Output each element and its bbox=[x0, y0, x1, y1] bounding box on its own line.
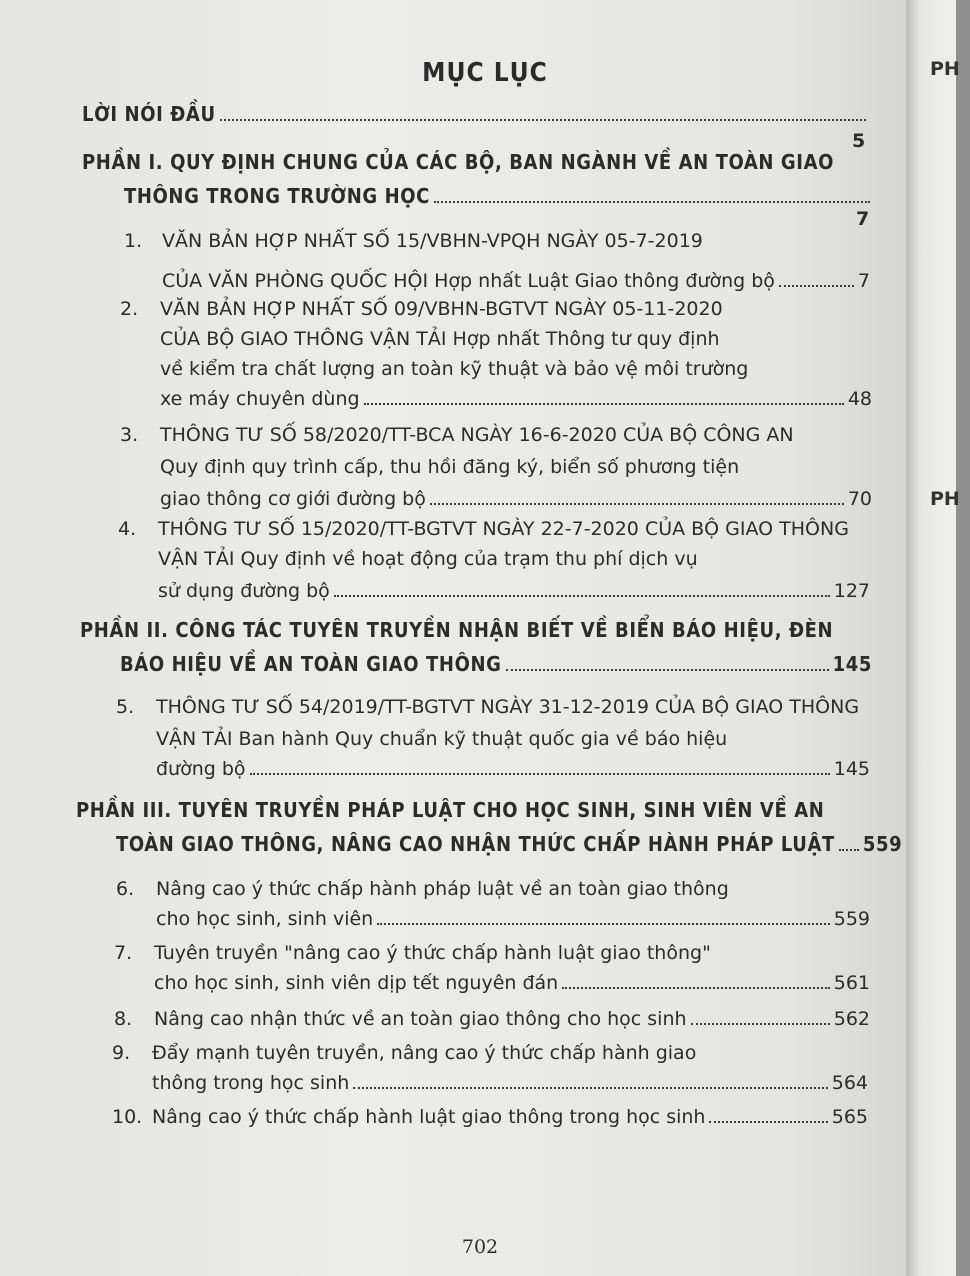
dot-leader bbox=[220, 119, 866, 121]
page-title: MỤC LỤC bbox=[422, 58, 548, 88]
toc-item-text: sử dụng đường bộ 127 bbox=[158, 580, 870, 602]
toc-item-text: Quy định quy trình cấp, thu hồi đăng ký, biển số phương tiện bbox=[160, 456, 740, 478]
toc-item-text: Tuyên truyền "nâng cao ý thức chấp hành luật giao thông" bbox=[154, 942, 711, 964]
toc-item-text: VĂN BẢN HỢP NHẤT SỐ 15/VBHN-VPQH NGÀY 05-7-2019 bbox=[162, 230, 703, 252]
adjacent-page-heading-fragment: PH bbox=[930, 488, 960, 510]
dot-leader bbox=[353, 1087, 827, 1089]
dot-leader bbox=[562, 987, 830, 989]
toc-item-number: 4. bbox=[118, 518, 137, 540]
dot-leader bbox=[250, 773, 830, 775]
dot-leader bbox=[506, 669, 829, 671]
toc-page-number: 7 bbox=[856, 208, 870, 230]
toc-item-text: giao thông cơ giới đường bộ 70 bbox=[160, 488, 872, 510]
dot-leader bbox=[434, 201, 870, 203]
toc-item-text: THÔNG TƯ SỐ 54/2019/TT-BGTVT NGÀY 31-12-2019 CỦA BỘ GIAO THÔNG bbox=[156, 696, 860, 718]
toc-item-number: 9. bbox=[112, 1042, 131, 1064]
toc-page-number: 5 bbox=[852, 130, 866, 152]
toc-item-text: VĂN BẢN HỢP NHẤT SỐ 09/VBHN-BGTVT NGÀY 05-11-2020 bbox=[160, 298, 723, 320]
toc-item-text: Nâng cao ý thức chấp hành luật giao thông trong học sinh 565 bbox=[152, 1106, 868, 1128]
toc-section-heading-cont: BÁO HIỆU VỀ AN TOÀN GIAO THÔNG 145 bbox=[120, 652, 872, 676]
toc-item-text: đường bộ 145 bbox=[156, 758, 870, 780]
toc-item-text: THÔNG TƯ SỐ 58/2020/TT-BCA NGÀY 16-6-2020 CỦA BỘ CÔNG AN bbox=[160, 424, 794, 446]
toc-item-text: về kiểm tra chất lượng an toàn kỹ thuật và bảo vệ môi trường bbox=[160, 358, 749, 380]
adjacent-page-edge bbox=[906, 0, 956, 1276]
toc-item-text: VẬN TẢI Ban hành Quy chuẩn kỹ thuật quốc gia về báo hiệu bbox=[156, 728, 728, 750]
toc-item-text: Nâng cao nhận thức về an toàn giao thông cho học sinh 562 bbox=[154, 1008, 870, 1030]
toc-section-heading-cont: TOÀN GIAO THÔNG, NÂNG CAO NHẬN THỨC CHẤP HÀNH PHÁP LUẬT 559 bbox=[116, 832, 903, 856]
dot-leader bbox=[334, 595, 830, 597]
toc-section-heading: PHẦN III. TUYÊN TRUYỀN PHÁP LUẬT CHO HỌC SINH, SINH VIÊN VỀ AN bbox=[76, 798, 825, 822]
toc-item-text: cho học sinh, sinh viên dịp tết nguyên đán 561 bbox=[154, 972, 870, 994]
toc-item-text: cho học sinh, sinh viên 559 bbox=[156, 908, 870, 930]
toc-item-number: 7. bbox=[114, 942, 133, 964]
dot-leader bbox=[691, 1023, 830, 1025]
toc-section-heading-cont: THÔNG TRONG TRƯỜNG HỌC bbox=[124, 184, 874, 208]
dot-leader bbox=[364, 403, 844, 405]
toc-item-text: thông trong học sinh 564 bbox=[152, 1072, 868, 1094]
toc-item-text: xe máy chuyên dùng 48 bbox=[160, 388, 872, 410]
toc-item-number: 10. bbox=[112, 1106, 143, 1128]
toc-item-number: 5. bbox=[116, 696, 135, 718]
toc-item-number: 2. bbox=[120, 298, 139, 320]
toc-item-number: 8. bbox=[114, 1008, 133, 1030]
dot-leader bbox=[839, 849, 859, 851]
dot-leader bbox=[430, 503, 844, 505]
dot-leader bbox=[377, 923, 830, 925]
toc-entry-foreword: LỜI NÓI ĐẦU bbox=[82, 102, 870, 126]
toc-item-number: 1. bbox=[124, 230, 143, 252]
toc-item-text: Nâng cao ý thức chấp hành pháp luật về an toàn giao thông bbox=[156, 878, 729, 900]
toc-section-heading: PHẦN II. CÔNG TÁC TUYÊN TRUYỀN NHẬN BIẾT VỀ BIỂN BÁO HIỆU, ĐÈN bbox=[80, 618, 834, 642]
toc-item-text: VẬN TẢI Quy định về hoạt động của trạm thu phí dịch vụ bbox=[158, 548, 698, 570]
toc-item-number: 3. bbox=[120, 424, 139, 446]
adjacent-page-heading-fragment: PH bbox=[930, 58, 960, 80]
toc-item-text: Đẩy mạnh tuyên truyền, nâng cao ý thức chấp hành giao bbox=[152, 1042, 697, 1064]
page-number: 702 bbox=[461, 1236, 499, 1258]
dot-leader bbox=[779, 285, 854, 287]
toc-item-text: CỦA BỘ GIAO THÔNG VẬN TẢI Hợp nhất Thông tư quy định bbox=[160, 328, 720, 350]
toc-item-text: THÔNG TƯ SỐ 15/2020/TT-BGTVT NGÀY 22-7-2020 CỦA BỘ GIAO THÔNG bbox=[158, 518, 849, 540]
toc-section-heading: PHẦN I. QUY ĐỊNH CHUNG CỦA CÁC BỘ, BAN NGÀNH VỀ AN TOÀN GIAO bbox=[82, 150, 835, 174]
toc-item-number: 6. bbox=[116, 878, 135, 900]
toc-item-text: CỦA VĂN PHÒNG QUỐC HỘI Hợp nhất Luật Giao thông đường bộ 7 bbox=[162, 270, 870, 292]
dot-leader bbox=[709, 1121, 827, 1123]
